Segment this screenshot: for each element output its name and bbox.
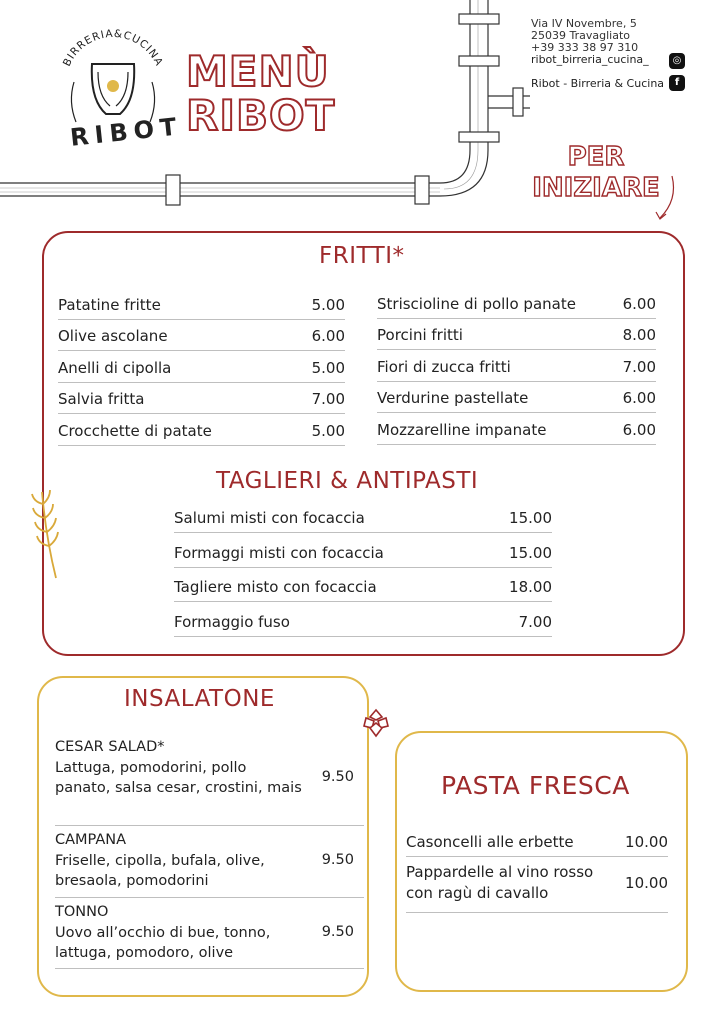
divider — [55, 968, 364, 969]
item-name: Pappardelle al vino rosso con ragù di cavallo — [406, 863, 594, 902]
menu-item — [58, 292, 345, 320]
menu-item — [377, 291, 656, 319]
svg-text:BIRRERIA&CUCINA: BIRRERIA&CUCINA — [60, 27, 166, 69]
logo-wordmark: RIBOT — [68, 112, 184, 152]
item-price: 15.00 — [509, 543, 552, 562]
menu-item — [377, 354, 656, 382]
salad-desc: Friselle, cipolla, bufala, olive, bresaola, pomodorini — [55, 852, 265, 889]
brand-logo — [48, 22, 184, 162]
menu-title — [186, 47, 336, 140]
section-tag-line2: INIZIARE — [532, 173, 660, 203]
item-price: 5.00 — [311, 358, 345, 377]
item-price: 10.00 — [625, 833, 668, 851]
menu-item — [174, 574, 552, 602]
menu-item — [58, 355, 345, 383]
item-name: Formaggi misti con focaccia — [174, 543, 384, 562]
divider — [55, 897, 364, 898]
menu-item — [174, 609, 552, 637]
menu-title-line2: RIBOT — [186, 91, 336, 140]
item-price: 7.00 — [311, 390, 345, 409]
facebook-page: Ribot - Birreria & Cucina — [531, 77, 665, 90]
menu-item — [377, 322, 656, 350]
menu-item — [58, 386, 345, 414]
item-name: Casoncelli alle erbette — [406, 833, 574, 851]
item-name: Verdurine pastellate — [377, 389, 529, 408]
item-price: 5.00 — [311, 296, 345, 314]
menu-item — [58, 323, 345, 351]
item-name: Striscioline di pollo panate — [377, 295, 576, 313]
menu-title-line1: MENÙ — [186, 47, 330, 96]
salad-name: TONNO — [55, 904, 109, 920]
item-price: 5.00 — [311, 421, 345, 440]
instagram-icon: ◎ — [669, 53, 685, 69]
salad-name: CESAR SALAD* — [55, 739, 165, 755]
item-name: Patatine fritte — [58, 296, 161, 314]
item-price: 8.00 — [622, 326, 656, 345]
item-name: Salumi misti con focaccia — [174, 509, 365, 527]
menu-item — [377, 417, 656, 445]
menu-item — [58, 418, 345, 446]
salad-price: 9.50 — [321, 769, 354, 785]
section-tag-line1: PER — [567, 142, 625, 172]
menu-item — [406, 862, 668, 913]
taglieri-title: TAGLIERI & ANTIPASTI — [216, 468, 479, 494]
item-price: 6.00 — [622, 295, 656, 313]
insalatone-title: INSALATONE — [124, 686, 275, 712]
address-line1: Via IV Novembre, 5 — [531, 17, 637, 30]
wheat-icon — [30, 488, 64, 580]
menu-item — [377, 385, 656, 413]
salad-price: 9.50 — [321, 852, 354, 868]
instagram-link[interactable] — [531, 53, 649, 66]
item-price: 6.00 — [311, 327, 345, 346]
phone-number: +39 333 38 97 310 — [531, 41, 639, 54]
item-name: Fiori di zucca fritti — [377, 357, 511, 376]
menu-item — [174, 505, 552, 533]
menu-item — [406, 829, 668, 857]
item-price: 6.00 — [622, 389, 656, 408]
item-name: Anelli di cipolla — [58, 358, 172, 377]
item-name: Tagliere misto con focaccia — [174, 578, 377, 597]
item-name: Formaggio fuso — [174, 612, 290, 631]
facebook-link[interactable] — [531, 77, 664, 90]
item-price: 7.00 — [622, 357, 656, 376]
social-links — [531, 53, 691, 93]
item-name: Salvia fritta — [58, 390, 145, 409]
salad-price: 9.50 — [321, 924, 354, 940]
item-name: Mozzarelline impanate — [377, 420, 547, 439]
contact-info — [531, 18, 638, 54]
item-name: Crocchette di patate — [58, 421, 212, 440]
instagram-handle: ribot_birreria_cucina_ — [531, 53, 649, 66]
address-line2: 25039 Travagliato — [531, 29, 630, 42]
salad-desc: Uovo all’occhio di bue, tonno, lattuga, pomodoro, olive — [55, 924, 271, 961]
hop-icon — [360, 706, 392, 738]
salad-item — [55, 902, 364, 964]
item-price: 10.00 — [625, 874, 668, 892]
pasta-title: PASTA FRESCA — [441, 771, 630, 800]
item-price: 18.00 — [509, 578, 552, 597]
item-price: 6.00 — [622, 420, 656, 439]
salad-desc: Lattuga, pomodorini, pollo panato, salsa cesar, crostini, mais — [55, 759, 302, 796]
item-price: 15.00 — [509, 509, 552, 527]
facebook-icon: f — [669, 75, 685, 91]
item-name: Olive ascolane — [58, 327, 168, 346]
item-name: Porcini fritti — [377, 326, 463, 345]
salad-name: CAMPANA — [55, 832, 127, 848]
divider — [55, 825, 364, 826]
menu-item — [174, 540, 552, 568]
salad-item — [55, 830, 364, 892]
fritti-title: FRITTI* — [319, 243, 405, 269]
item-price: 7.00 — [518, 612, 552, 631]
section-tag — [526, 142, 666, 204]
salad-item — [55, 737, 364, 799]
